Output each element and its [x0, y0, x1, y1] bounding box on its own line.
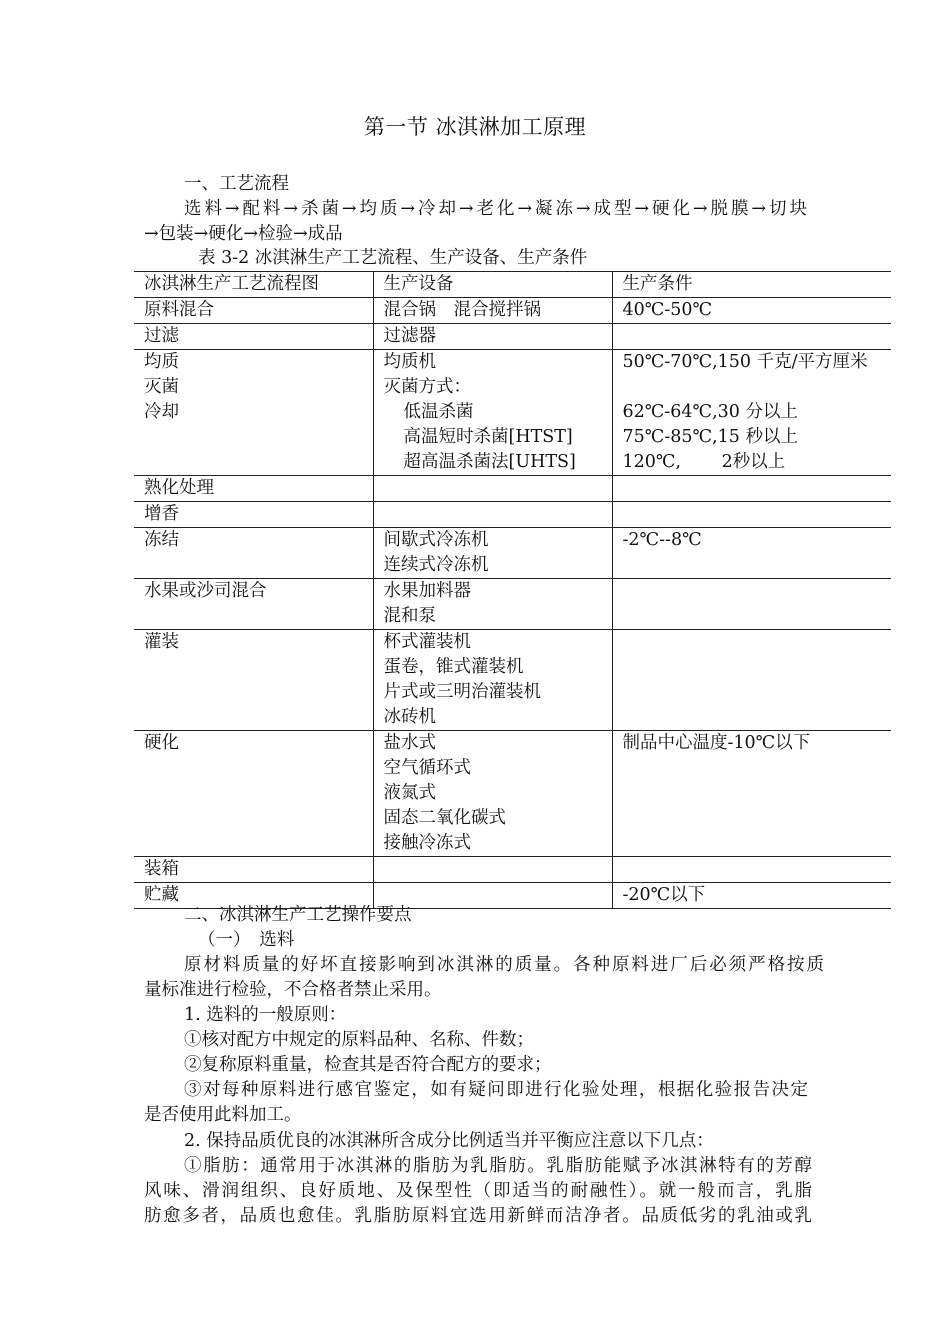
cell-line: 超高温杀菌法[UHTS] [403, 452, 576, 472]
table-row [134, 502, 891, 528]
table-cell-conditions [612, 731, 891, 857]
sub-heading-selection: （一） 选料 [198, 930, 295, 950]
list-item: ③对每种原料进行感官鉴定，如有疑问即进行化验处理，根据化验报告决定 [184, 1080, 808, 1100]
cell-line: 间歇式冷冻机 [383, 530, 489, 550]
cell-line: 熟化处理 [144, 478, 214, 498]
table-cell-equipment [373, 579, 612, 630]
section-heading-operations: 二、冰淇淋生产工艺操作要点 [184, 905, 412, 925]
table-row [134, 298, 891, 324]
cell-line: 40℃-50℃ [622, 300, 713, 320]
cell-line: 62℃-64℃,30 分以上 [622, 402, 798, 422]
table-row [134, 630, 891, 731]
table-cell-conditions [612, 502, 891, 528]
table-cell-conditions [612, 350, 891, 476]
paragraph-line: 肪愈多者，品质也愈佳。乳脂肪原料宜选用新鲜而洁净者。品质低劣的乳油或乳 [144, 1206, 812, 1226]
table-cell-equipment [373, 324, 612, 350]
cell-line: 均质 [144, 352, 179, 372]
cell-line: 接触冷冻式 [383, 833, 471, 853]
paragraph-line: 原材料质量的好坏直接影响到冰淇淋的质量。各种原料进厂后必须严格按质 [184, 955, 824, 975]
table-cell-process [134, 857, 373, 883]
process-table-body [134, 272, 891, 909]
table-cell-equipment [373, 298, 612, 324]
cell-line: -2℃--8℃ [622, 530, 702, 550]
cell-line: 高温短时杀菌[HTST] [403, 427, 573, 447]
table-cell-equipment [373, 857, 612, 883]
page-title: 第一节 冰淇淋加工原理 [363, 115, 587, 139]
table-row [134, 324, 891, 350]
cell-line: 固态二氧化碳式 [383, 808, 506, 828]
list-item-heading: 2. 保持品质优良的冰淇淋所含成分比例适当并平衡应注意以下几点： [184, 1131, 714, 1151]
table-cell-equipment [373, 350, 612, 476]
cell-line: 空气循环式 [383, 758, 471, 778]
table-cell-conditions [612, 476, 891, 502]
cell-line: 水果加料器 [383, 581, 471, 601]
cell-line: 杯式灌装机 [383, 632, 471, 652]
table-cell-conditions [612, 630, 891, 731]
cell-line: 灌装 [144, 632, 179, 652]
table-cell-process [134, 630, 373, 731]
cell-line: 蛋卷，锥式灌装机 [383, 657, 524, 677]
table-cell-conditions [612, 857, 891, 883]
table-cell-process [134, 502, 373, 528]
table-row [134, 579, 891, 630]
section-heading-process: 一、工艺流程 [184, 174, 289, 194]
paragraph-line: ①脂肪：通常用于冰淇淋的脂肪为乳脂肪。乳脂肪能赋予冰淇淋特有的芳醇 [184, 1156, 812, 1176]
table-cell-equipment [373, 502, 612, 528]
table-cell-process [134, 476, 373, 502]
header-cell-process: 冰淇淋生产工艺流程图 [134, 272, 373, 298]
cell-line: 片式或三明治灌装机 [383, 682, 541, 702]
process-flow-line-1: 选料→配料→杀菌→均质→冷却→老化→凝冻→成型→硬化→脱膜→切块 [184, 199, 807, 219]
cell-line [623, 375, 892, 400]
table-row [134, 350, 891, 476]
cell-line: 均质机 [383, 352, 436, 372]
table-cell-process [134, 731, 373, 857]
table-cell-process [134, 579, 373, 630]
process-flow-line-2: →包装→硬化→检验→成品 [144, 224, 343, 244]
cell-line: 75℃-85℃,15 秒以上 [622, 427, 798, 447]
table-cell-process [134, 298, 373, 324]
table-cell-conditions [612, 324, 891, 350]
cell-line: 液氮式 [383, 783, 436, 803]
cell-line: -20℃以下 [622, 885, 706, 905]
cell-line: 制品中心温度-10℃以下 [622, 733, 811, 753]
cell-line: 增香 [144, 504, 179, 524]
cell-line: 混和泵 [383, 606, 436, 626]
cell-line: 过滤 [144, 326, 179, 346]
table-caption: 表 3-2 冰淇淋生产工艺流程、生产设备、生产条件 [198, 248, 588, 268]
process-table [134, 271, 891, 909]
cell-line: 120℃, 2秒以上 [622, 452, 786, 472]
cell-line: 灭菌方式： [383, 377, 471, 397]
table-cell-equipment [373, 731, 612, 857]
cell-line: 灭菌 [144, 377, 179, 397]
table-cell-process [134, 324, 373, 350]
list-item: ②复称原料重量，检查其是否符合配方的要求； [184, 1055, 552, 1075]
table-row [134, 857, 891, 883]
cell-line: 装箱 [144, 859, 179, 879]
cell-line: 连续式冷冻机 [383, 555, 489, 575]
header-cell-conditions: 生产条件 [612, 272, 891, 298]
header-cell-equipment: 生产设备 [373, 272, 612, 298]
table-cell-equipment [373, 476, 612, 502]
cell-line: 过滤器 [383, 326, 436, 346]
cell-line: 低温杀菌 [403, 402, 474, 422]
cell-line: 水果或沙司混合 [144, 581, 267, 601]
table-cell-conditions [612, 883, 891, 909]
cell-line: 盐水式 [383, 733, 436, 753]
table-cell-equipment [373, 630, 612, 731]
list-item: ①核对配方中规定的原料品种、名称、件数； [184, 1030, 534, 1050]
cell-line: 硬化 [144, 733, 179, 753]
table-cell-conditions [612, 528, 891, 579]
table-cell-equipment [373, 528, 612, 579]
cell-line: 原料混合 [144, 300, 214, 320]
table-row [134, 528, 891, 579]
table-row [134, 731, 891, 857]
list-item: 是否使用此料加工。 [144, 1105, 302, 1125]
cell-line: 混合锅 混合搅拌锅 [383, 300, 541, 320]
cell-line: 贮藏 [144, 885, 179, 905]
cell-line: 50℃-70℃,150 千克/平方厘米 [622, 352, 868, 372]
table-cell-process [134, 350, 373, 476]
cell-line: 冻结 [144, 530, 179, 550]
table-cell-process [134, 528, 373, 579]
paragraph-line: 风味、滑润组织、良好质地、及保型性（即适当的耐融性）。就一般而言，乳脂 [144, 1181, 812, 1201]
table-row [134, 476, 891, 502]
paragraph-line: 量标准进行检验，不合格者禁止采用。 [144, 980, 442, 1000]
cell-line: 冷却 [144, 402, 179, 422]
cell-line: 冰砖机 [383, 707, 436, 727]
table-cell-conditions [612, 579, 891, 630]
table-header-row [134, 272, 891, 298]
table-cell-conditions [612, 298, 891, 324]
list-item-heading: 1. 选料的一般原则： [184, 1005, 347, 1025]
